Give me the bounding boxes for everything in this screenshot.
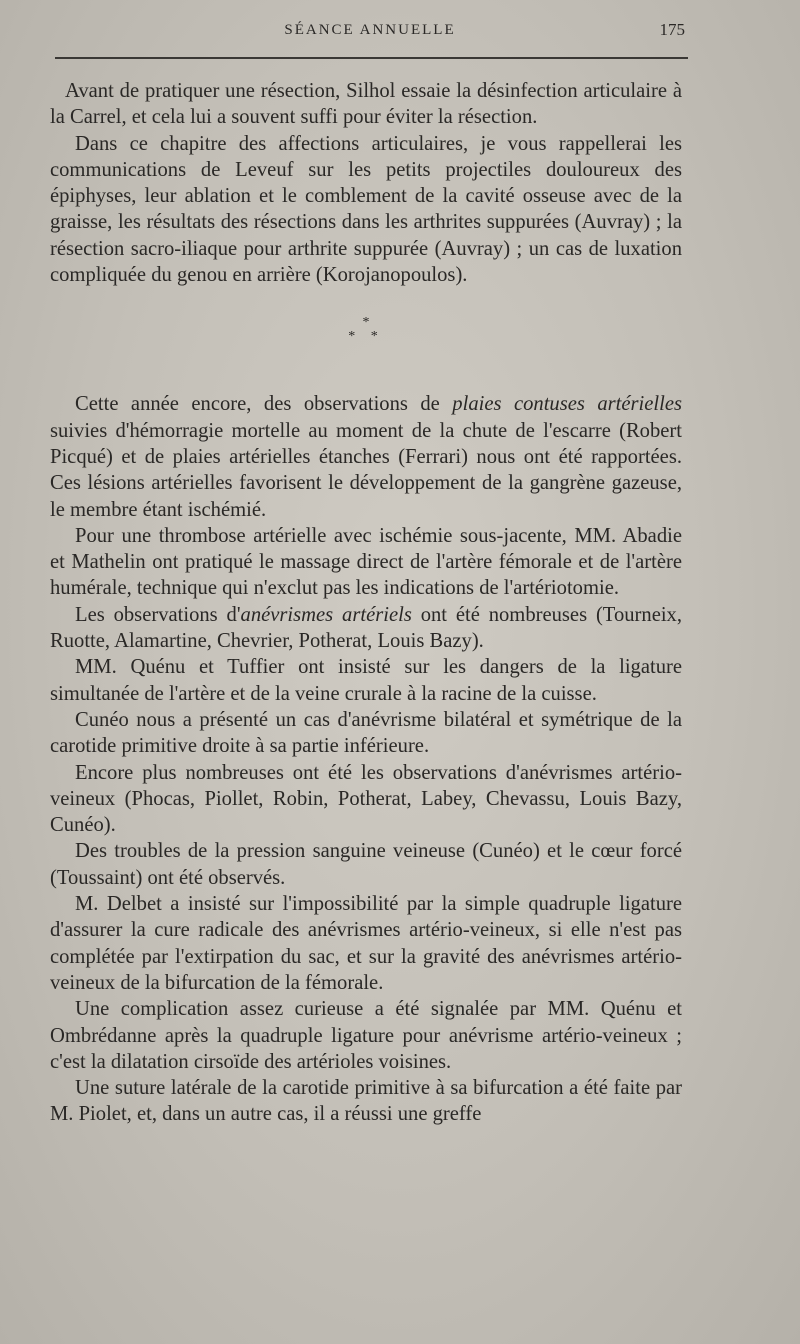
paragraph-complication: Une complication assez curieuse a été signalée par MM. Quénu et Ombrédanne après la quadruple ligature pour anévrisme artério-veineux ; c'est la dilatation cirsoïde des artérioles voisines. bbox=[50, 998, 682, 1073]
paragraph-delbet: M. Delbet a insisté sur l'impossibilité par la simple quadruple ligature d'assurer la cure radicale des anévrismes artério-veineux, si elle n'est pas complétée par l'extirpation du sac, et sur la gravité des anévrismes artério-veineux de la bifurcation de la fémorale. bbox=[50, 893, 682, 994]
paragraph-ligature: MM. Quénu et Tuffier ont insisté sur les dangers de la ligature simultanée de l'artère et de la veine crurale à la racine de la cuisse. bbox=[50, 656, 682, 705]
paragraph-cuneo: Cunéo nous a présenté un cas d'anévrisme bilatéral et symétrique de la carotide primitive droite à sa partie inférieure. bbox=[50, 708, 682, 758]
italic-term: anévrismes artériels bbox=[240, 603, 412, 626]
asterism-bottom: * * bbox=[348, 329, 384, 345]
body-text bbox=[50, 78, 682, 1128]
paragraph-anevrismes-arteriels bbox=[50, 602, 682, 655]
paragraph-pression-veineuse: Des troubles de la pression sanguine veineuse (Cunéo) et le cœur forcé (Toussaint) ont été observés. bbox=[50, 840, 682, 889]
text-run: Cette année encore, des observations de bbox=[75, 393, 453, 416]
asterism-top: * bbox=[362, 315, 370, 331]
paragraph-plaies-arterielles bbox=[50, 391, 682, 522]
running-head bbox=[55, 20, 685, 44]
paragraph-thrombose: Pour une thrombose artérielle avec ischémie sous-jacente, MM. Abadie et Mathelin ont pratiqué le massage direct de l'artère fémorale et de l'artère humérale, technique qui n'exclut pas les indications de l'artériotomie. bbox=[50, 524, 682, 600]
italic-term: plaies contuses artérielles bbox=[452, 393, 682, 416]
running-title: SÉANCE ANNUELLE bbox=[284, 22, 456, 38]
section-separator bbox=[50, 288, 682, 391]
text-run: suivies d'hémorragie mortelle au moment de la chute de l'escarre (Robert Picqué) et de plaies artérielles étanches (Ferrari) nous ont été rapportées. Ces lésions artérielles favorisent le développement de la gangrène gazeuse, le membre étant ischémié. bbox=[50, 419, 682, 521]
text-run: ont été nombreuses (Tourneix, Ruotte, Alamartine, Chevrier, Potherat, Louis Bazy). bbox=[50, 603, 682, 653]
header-rule bbox=[55, 57, 688, 59]
paragraph-suture-laterale: Une suture latérale de la carotide primitive à sa bifurcation a été faite par M. Piolet, et, dans un autre cas, il a réussi une greffe bbox=[50, 1077, 682, 1126]
paragraph-desinfection: Avant de pratiquer une résection, Silhol essaie la désinfection articulaire à la Carrel, et cela lui a souvent suffi pour éviter la résection. bbox=[50, 80, 682, 129]
page-number: 175 bbox=[659, 20, 685, 39]
paragraph-affections-articulaires: Dans ce chapitre des affections articulaires, je vous rappellerai les communications de Leveuf sur les petits projectiles douloureux des épiphyses, leur ablation et le comblement de la cavité osseuse avec de la graisse, les résultats des résections dans les arthrites suppurées (Auvray) ; la résection sacro-iliaque pour arthrite suppurée (Auvray) ; un cas de luxation compliquée du genou en arrière (Korojanopoulos). bbox=[50, 132, 682, 287]
paragraph-arterio-veineux: Encore plus nombreuses ont été les observations d'anévrismes artério-veineux (Phocas, Piollet, Robin, Potherat, Labey, Chevassu, Louis Bazy, Cunéo). bbox=[50, 761, 682, 837]
text-run: Les observations d' bbox=[75, 603, 241, 626]
